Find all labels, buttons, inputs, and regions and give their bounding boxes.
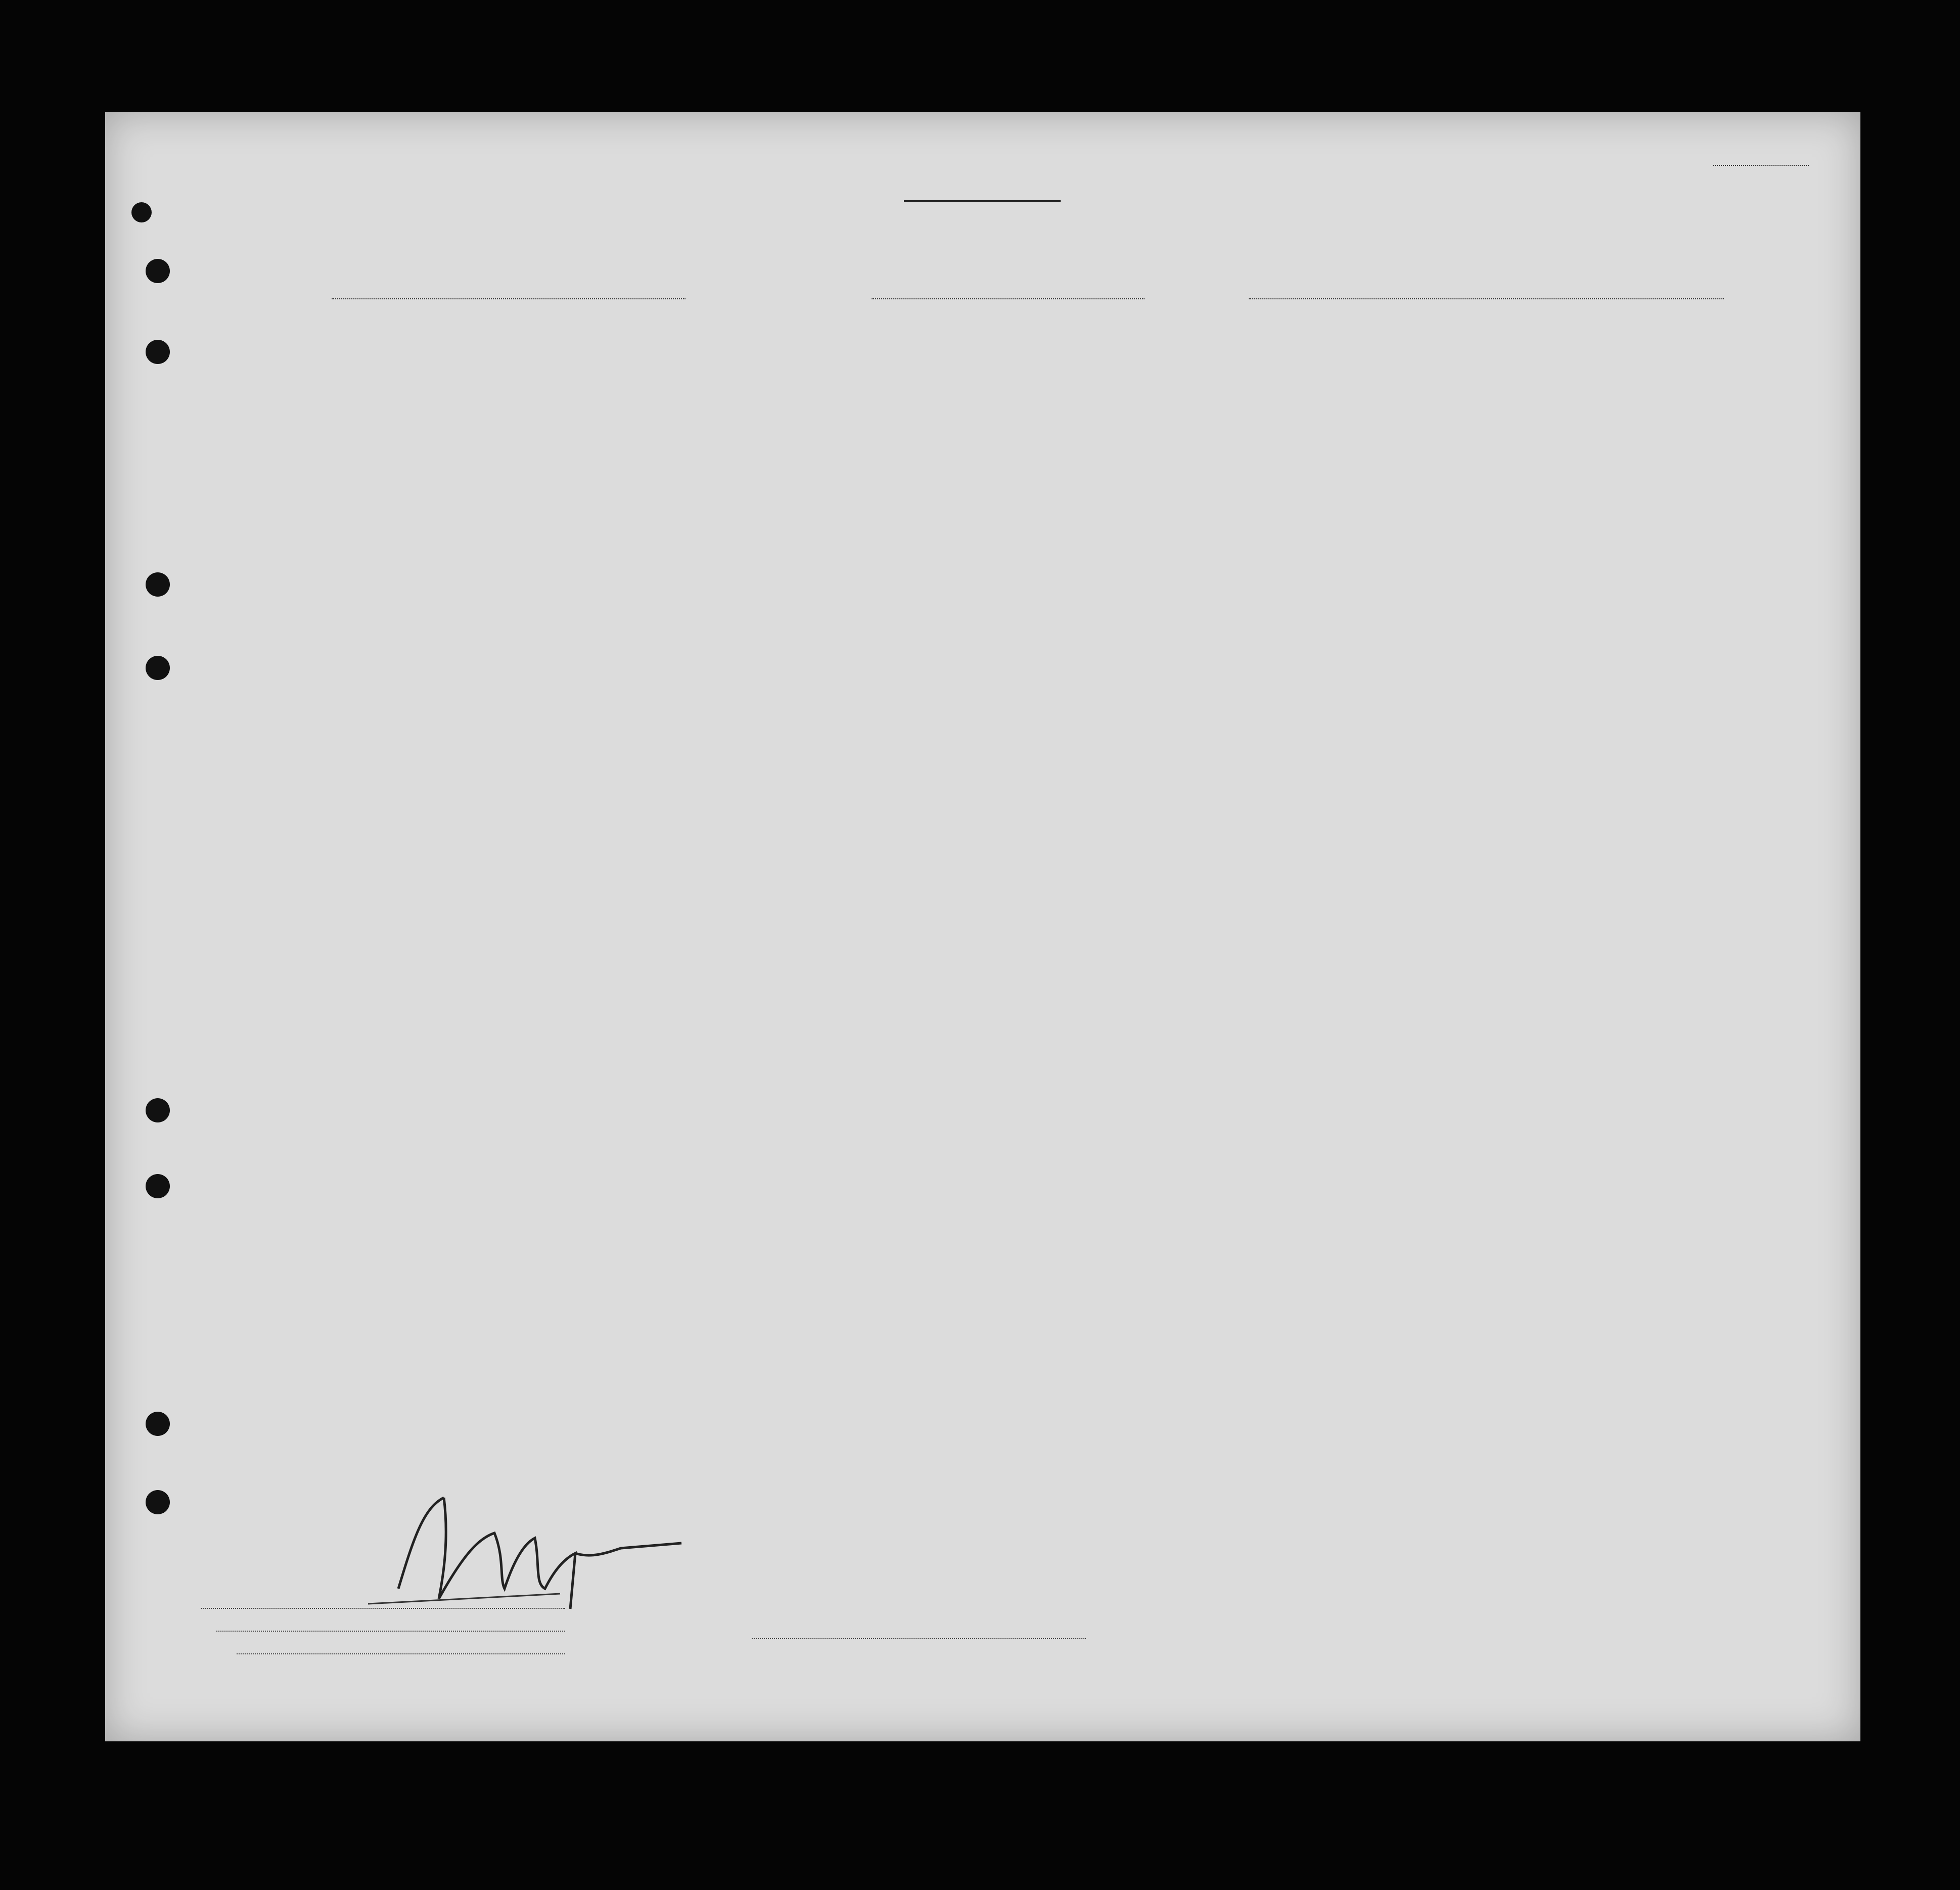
punch-hole <box>131 202 152 222</box>
manifest-sheet <box>105 112 1860 1741</box>
punch-hole <box>146 1490 170 1514</box>
line-underline <box>201 1608 565 1609</box>
punch-hole <box>146 572 170 597</box>
sailing-line <box>872 298 1145 299</box>
sheet-number-line <box>1713 165 1809 166</box>
punch-hole <box>146 259 170 283</box>
inspector-signature-line <box>752 1638 1086 1639</box>
punch-hole <box>146 656 170 680</box>
owners-underline <box>216 1631 565 1632</box>
punch-hole <box>146 340 170 364</box>
captain-signature <box>368 1477 823 1619</box>
agents-underline <box>237 1653 565 1654</box>
vessel-line <box>332 298 686 299</box>
arriving-line <box>1249 298 1724 299</box>
punch-hole <box>146 1174 170 1198</box>
punch-hole <box>146 1412 170 1436</box>
punch-hole <box>146 1098 170 1122</box>
title-rule <box>904 200 1061 202</box>
